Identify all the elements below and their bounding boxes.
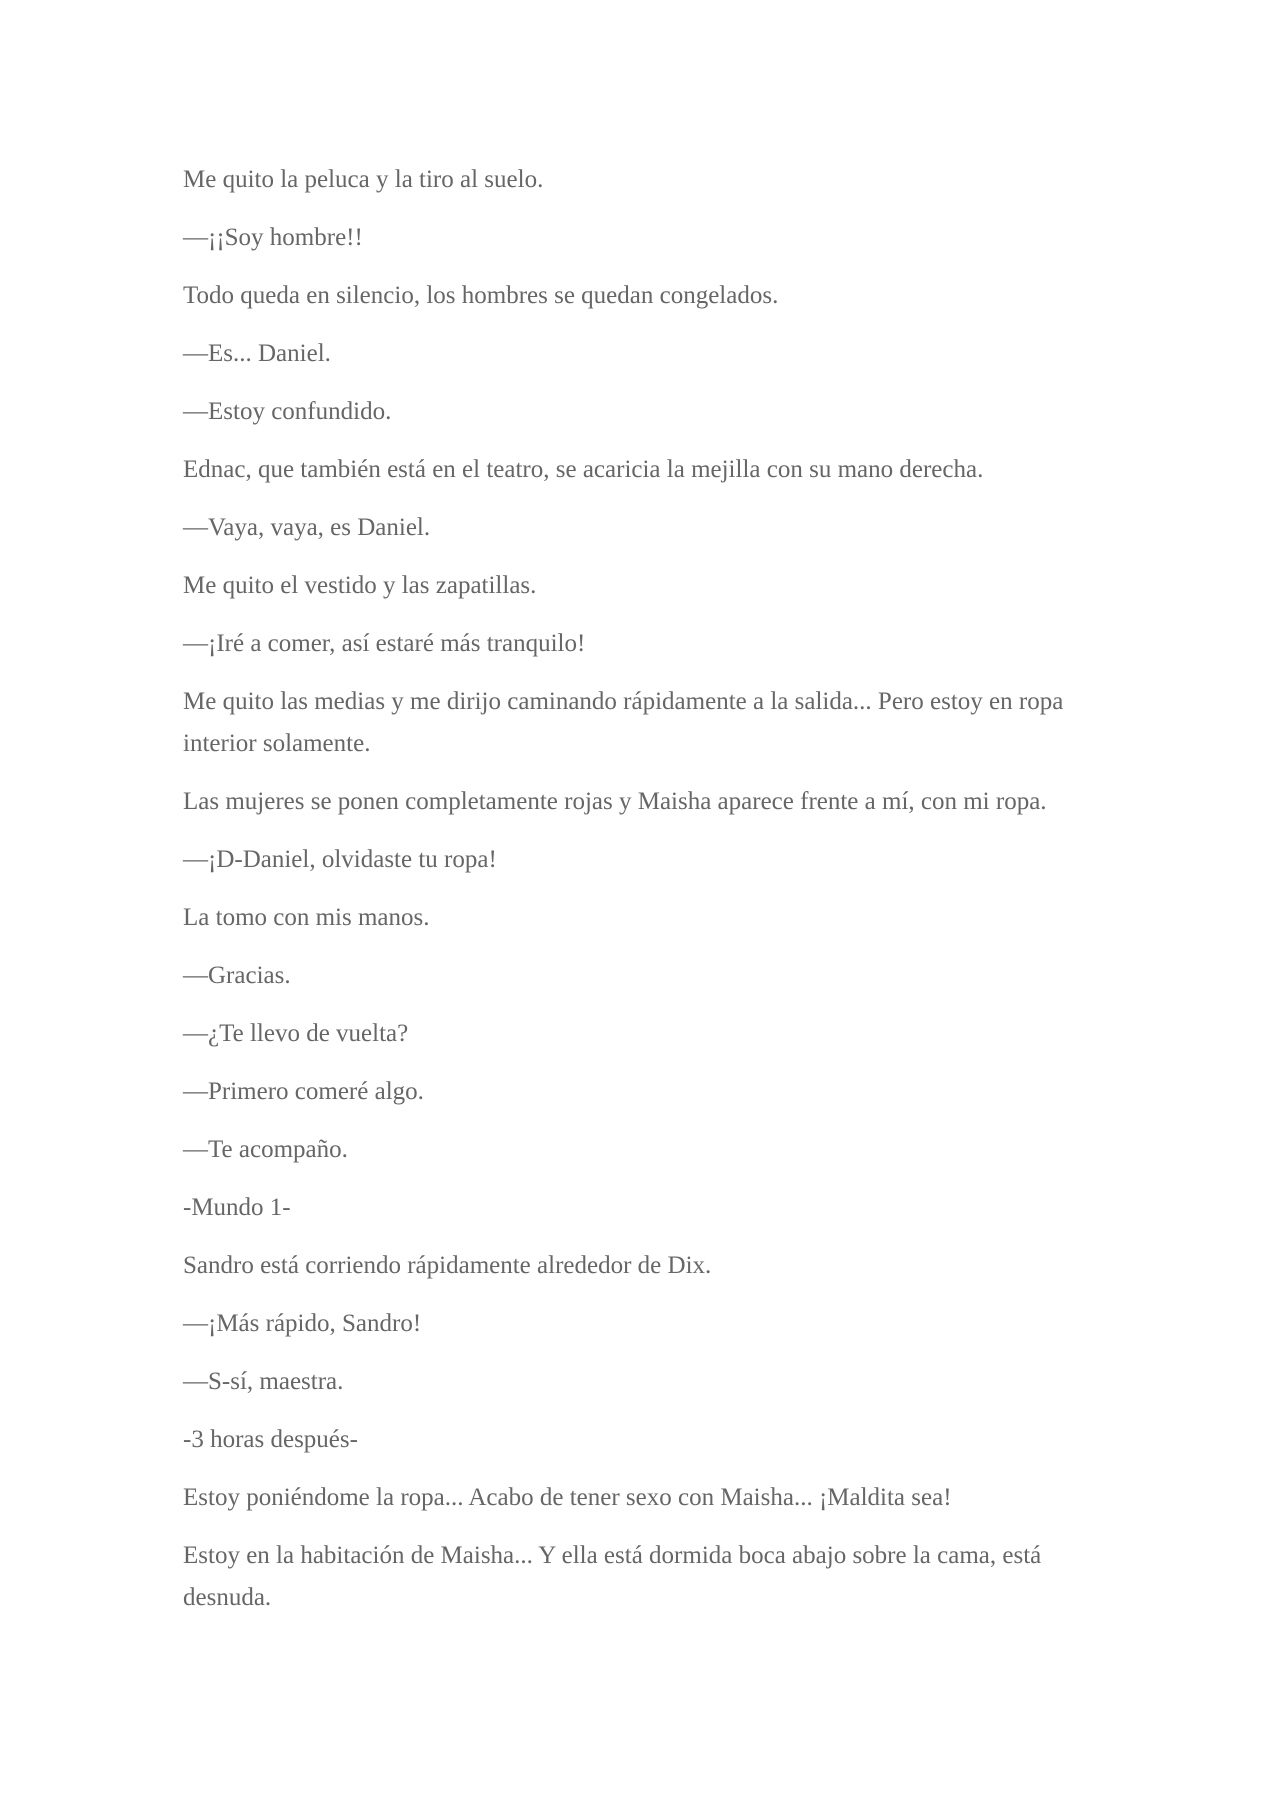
paragraph: Estoy en la habitación de Maisha... Y ella está dormida boca abajo sobre la cama, está desnuda.	[183, 1542, 1042, 1611]
paragraph: —Gracias.	[183, 962, 291, 989]
paragraph: Sandro está corriendo rápidamente alrededor de Dix.	[183, 1252, 712, 1279]
paragraph: -Mundo 1-	[183, 1194, 291, 1221]
paragraph: Me quito la peluca y la tiro al suelo.	[183, 166, 544, 193]
paragraph: -3 horas después-	[183, 1426, 358, 1453]
paragraph: Todo queda en silencio, los hombres se quedan congelados.	[183, 282, 779, 309]
paragraph: Me quito las medias y me dirijo caminando rápidamente a la salida... Pero estoy en ropa interior solamente.	[183, 688, 1064, 757]
document-body	[183, 159, 1113, 1635]
paragraph: —¿Te llevo de vuelta?	[183, 1020, 409, 1047]
paragraph: La tomo con mis manos.	[183, 904, 430, 931]
paragraph: —¡Más rápido, Sandro!	[183, 1310, 422, 1337]
paragraph: Las mujeres se ponen completamente rojas y Maisha aparece frente a mí, con mi ropa.	[183, 788, 1047, 815]
paragraph: —Te acompaño.	[183, 1136, 348, 1163]
paragraph: —Primero comeré algo.	[183, 1078, 424, 1105]
paragraph: —¡¡Soy hombre!!	[183, 224, 363, 251]
paragraph: —Estoy confundido.	[183, 398, 392, 425]
paragraph: Me quito el vestido y las zapatillas.	[183, 572, 537, 599]
paragraph: Estoy poniéndome la ropa... Acabo de tener sexo con Maisha... ¡Maldita sea!	[183, 1484, 952, 1511]
paragraph: Ednac, que también está en el teatro, se acaricia la mejilla con su mano derecha.	[183, 456, 984, 483]
paragraph: —S-sí, maestra.	[183, 1368, 344, 1395]
paragraph: —¡D-Daniel, olvidaste tu ropa!	[183, 846, 497, 873]
paragraph: —Vaya, vaya, es Daniel.	[183, 514, 431, 541]
paragraph: —¡Iré a comer, así estaré más tranquilo!	[183, 630, 586, 657]
paragraph: —Es... Daniel.	[183, 340, 331, 367]
